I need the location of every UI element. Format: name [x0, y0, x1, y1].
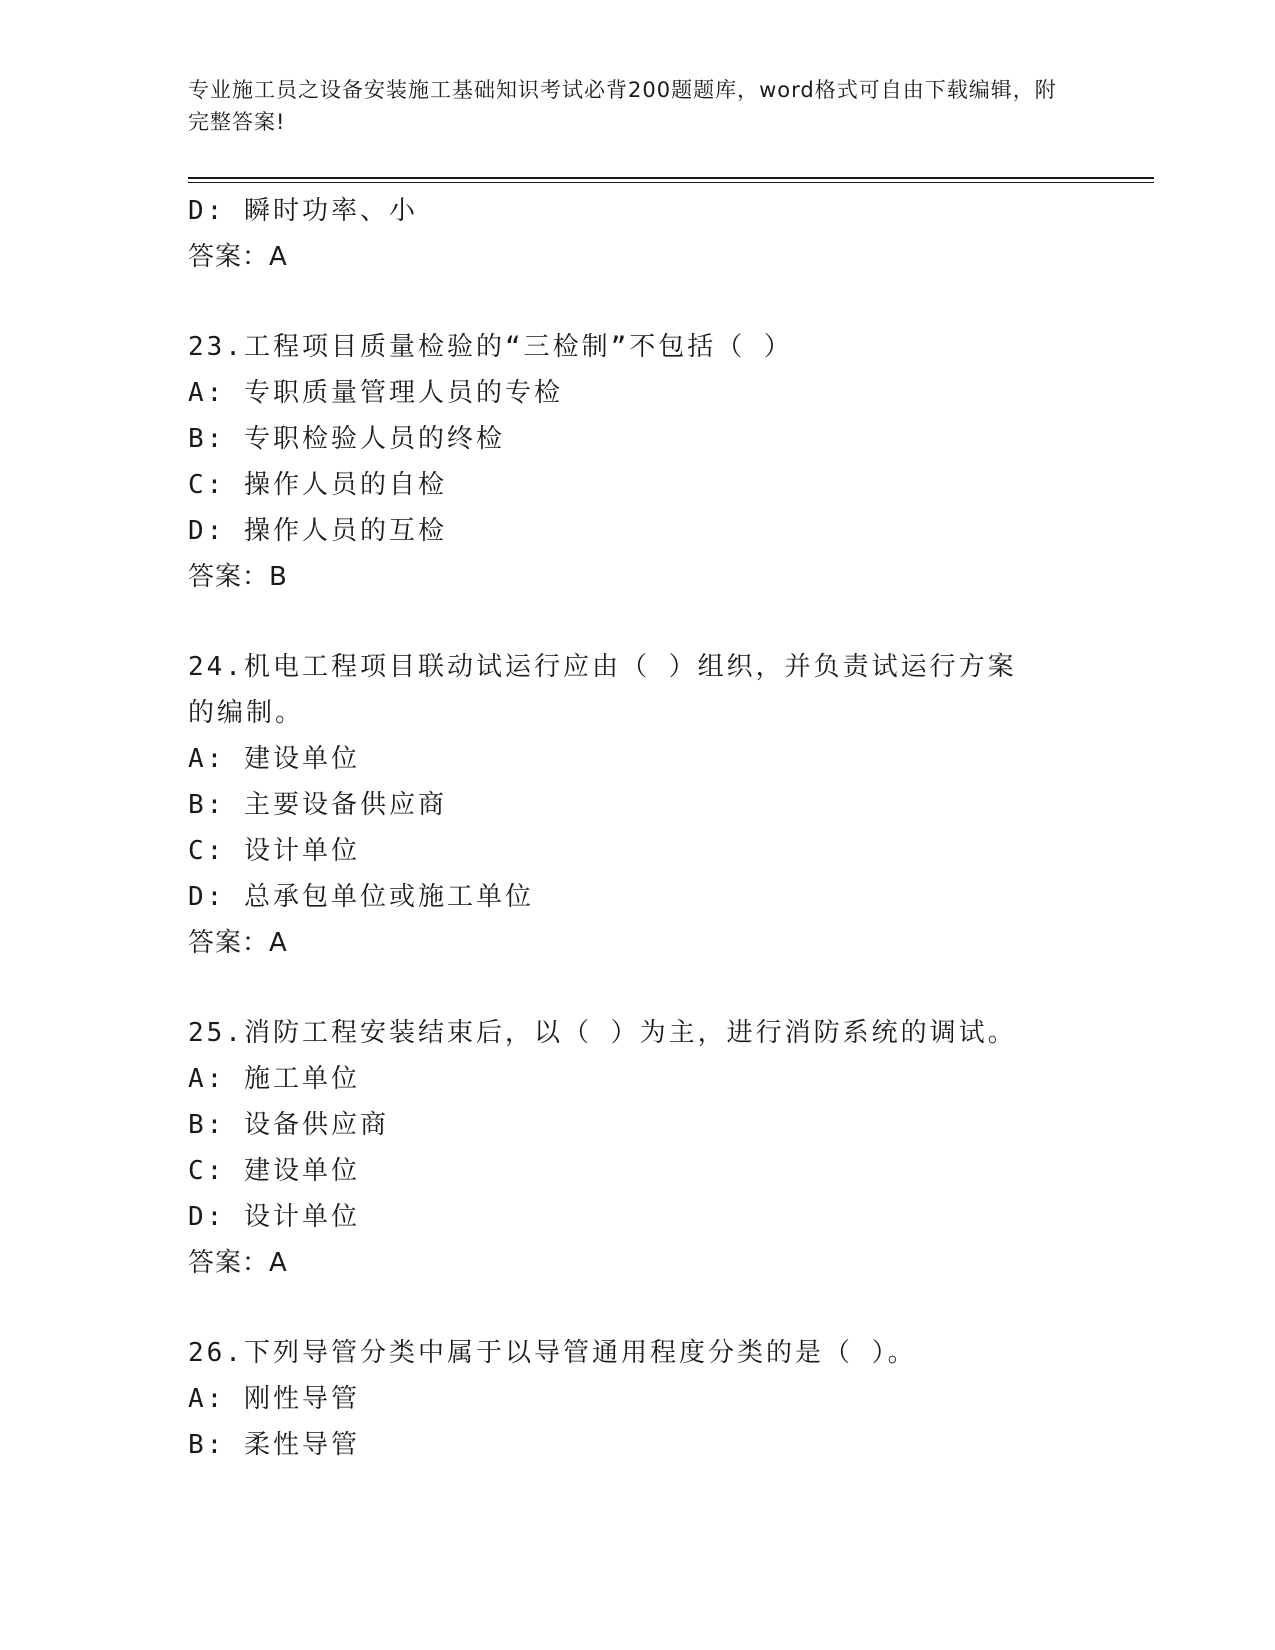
option-b: B: 主要设备供应商 — [188, 790, 447, 820]
document-header: 专业施工员之设备安装施工基础知识考试必背200题题库，word格式可自由下载编辑，附完整答案! — [188, 78, 1057, 134]
option-d: D: 瞬时功率、小 — [188, 196, 418, 226]
question-stem-25: 25.消防工程安装结束后，以（ ）为主，进行消防系统的调试。 — [188, 1018, 1017, 1048]
option-c: C: 建设单位 — [188, 1156, 360, 1186]
spacer — [188, 966, 1088, 1010]
spacer — [188, 280, 1088, 324]
question-stem-24: 24.机电工程项目联动试运行应由（ ）组织，并负责试运行方案的编制。 — [188, 652, 1017, 728]
option-d: D: 操作人员的互检 — [188, 516, 447, 546]
option-d: D: 总承包单位或施工单位 — [188, 882, 534, 912]
question-stem-23: 23.工程项目质量检验的“三检制”不包括（ ） — [188, 332, 793, 362]
answer-line: 答案：A — [188, 1248, 288, 1278]
option-d: D: 设计单位 — [188, 1202, 360, 1232]
header-divider-thin — [188, 182, 1154, 183]
option-b: B: 柔性导管 — [188, 1430, 360, 1460]
spacer — [188, 600, 1088, 644]
option-a: A: 建设单位 — [188, 744, 360, 774]
answer-line: 答案：A — [188, 242, 288, 272]
option-c: C: 操作人员的自检 — [188, 470, 447, 500]
option-a: A: 专职质量管理人员的专检 — [188, 378, 563, 408]
header-divider-thick — [188, 177, 1154, 179]
option-a: A: 施工单位 — [188, 1064, 360, 1094]
option-b: B: 设备供应商 — [188, 1110, 389, 1140]
answer-line: 答案：B — [188, 562, 288, 592]
option-a: A: 刚性导管 — [188, 1384, 360, 1414]
option-c: C: 设计单位 — [188, 836, 360, 866]
answer-line: 答案：A — [188, 928, 288, 958]
spacer — [188, 1286, 1088, 1330]
question-list — [188, 188, 1088, 1468]
question-stem-26: 26.下列导管分类中属于以导管通用程度分类的是（ ）。 — [188, 1338, 917, 1368]
option-b: B: 专职检验人员的终检 — [188, 424, 505, 454]
